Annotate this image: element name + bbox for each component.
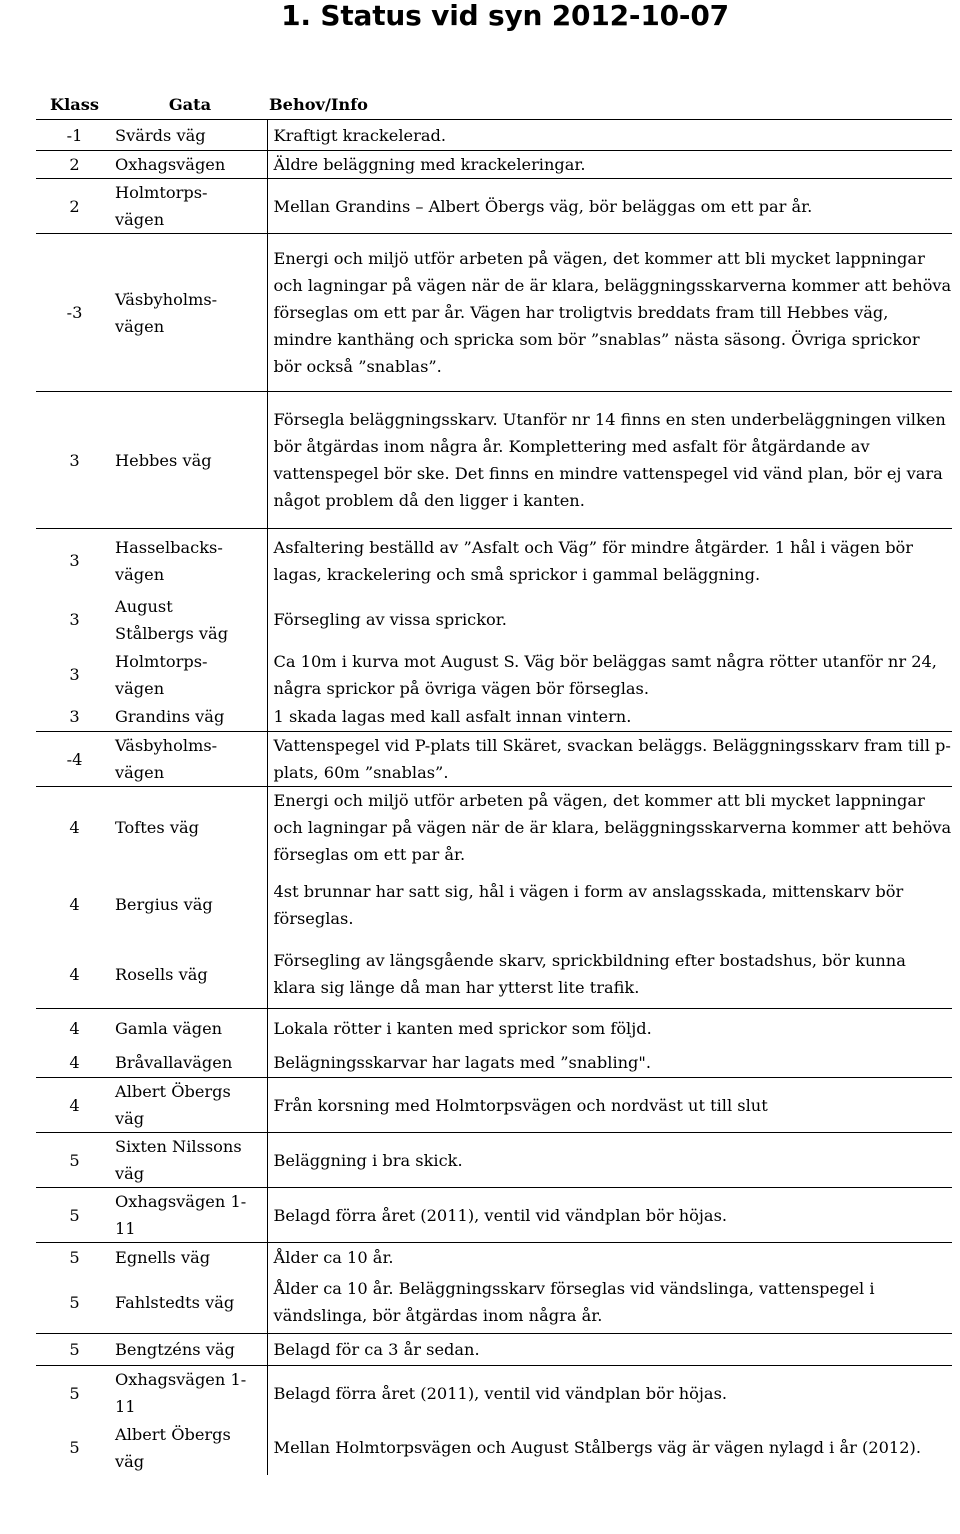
cell-klass: 5 xyxy=(36,1133,113,1188)
cell-klass: 5 xyxy=(69,1438,80,1457)
header-gata: Gata xyxy=(113,89,267,120)
page-title: 1. Status vid syn 2012-10-07 xyxy=(281,0,729,32)
cell-klass: 3 xyxy=(36,703,113,732)
cell-klass: 4 xyxy=(36,1078,113,1133)
cell-info: Mellan Holmtorpsvägen och August Stålbergs väg är vägen nylagd i år (2012). xyxy=(273,1438,921,1457)
table-row xyxy=(36,120,952,151)
cell-klass: 3 xyxy=(36,392,113,529)
header-behov: Behov/Info xyxy=(267,89,952,120)
table-row xyxy=(36,1133,952,1188)
cell-info: Energi och miljö utför arbeten på vägen, det kommer att bli mycket lappningar och lagningar på vägen när de är klara, beläggningsskarverna kommer att behöva förseglas om ett par år. Vägen har troligtvis breddats fram till Hebbes väg, mindre kanthäng och spricka som bör ”snablas” nästa säsong. Övriga sprickor bör också ”snablas”. xyxy=(267,234,952,392)
table-row xyxy=(36,1188,952,1243)
cell-info: Försegla beläggningsskarv. Utanför nr 14 finns en sten underbeläggningen vilken bör åtgärdas inom några år. Komplettering med asfalt för åtgärdande av vattenspegel bör ske. Det finns en mindre vattenspegel vid vänd plan, bör ej vara något problem då den ligger i kanten. xyxy=(267,392,952,529)
cell-gata: August Stålbergs väg xyxy=(113,593,267,647)
cell-klass: 4 xyxy=(36,941,113,1009)
cell-info: Vattenspegel vid P-plats till Skäret, svackan beläggs. Beläggningsskarv fram till p-plats, 60m ”snablas”. xyxy=(267,732,952,787)
cell-klass: 5 xyxy=(36,1188,113,1243)
cell-gata: Holmtorps- vägen xyxy=(113,179,267,234)
cell-gata: Toftes väg xyxy=(113,787,267,869)
table-row xyxy=(36,703,952,732)
cell-info: Belagd för ca 3 år sedan. xyxy=(267,1334,952,1366)
cell-gata: Oxhagsvägen 1- 11 xyxy=(113,1188,267,1243)
cell-info: Försegling av längsgående skarv, sprickbildning efter bostadshus, bör kunna klara sig länge då man har ytterst lite trafik. xyxy=(267,941,952,1009)
cell-info: Belägningsskarvar har lagats med ”snabling". xyxy=(267,1048,952,1078)
cell-klass: 2 xyxy=(36,151,113,179)
cell-klass: 4 xyxy=(69,895,80,914)
cell-info: 4st brunnar har satt sig, hål i vägen i form av anslagsskada, mittenskarv bör förseglas. xyxy=(273,881,904,928)
table-row xyxy=(36,1366,952,1421)
table-row xyxy=(36,1078,952,1133)
status-table xyxy=(36,89,952,1475)
table-row xyxy=(36,151,952,179)
table-row xyxy=(36,1272,952,1334)
cell-gata: Albert Öbergs väg xyxy=(113,1078,267,1133)
cell-gata: Väsbyholms- vägen xyxy=(113,732,267,787)
cell-info: Från korsning med Holmtorpsvägen och nordväst ut till slut xyxy=(267,1078,952,1133)
cell-gata: Väsbyholms- vägen xyxy=(113,234,267,392)
table-row xyxy=(36,1334,952,1366)
cell-gata: Hasselbacks- vägen xyxy=(113,529,267,593)
cell-info: Asfaltering beställd av ”Asfalt och Väg” för mindre åtgärder. 1 hål i vägen bör lagas, krackelering och små sprickor i gammal beläggning. xyxy=(273,537,914,584)
cell-info: Belagd förra året (2011), ventil vid vändplan bör höjas. xyxy=(267,1188,952,1243)
table-row xyxy=(36,234,952,392)
table-row xyxy=(36,392,952,529)
cell-gata: Albert Öbergs väg xyxy=(113,1420,267,1475)
cell-info: Mellan Grandins – Albert Öbergs väg, bör beläggas om ett par år. xyxy=(267,179,952,234)
table-row xyxy=(36,179,952,234)
cell-info: Ca 10m i kurva mot August S. Väg bör beläggas samt några rötter utanför nr 24, några sprickor på övriga vägen bör förseglas. xyxy=(273,651,937,698)
cell-info: Kraftigt krackelerad. xyxy=(267,120,952,151)
cell-klass: 3 xyxy=(69,551,80,571)
cell-klass: 4 xyxy=(69,1018,80,1038)
cell-klass: 4 xyxy=(36,1048,113,1078)
cell-gata: Egnells väg xyxy=(113,1243,267,1272)
cell-gata: Oxhagsvägen xyxy=(113,151,267,179)
table-row xyxy=(36,529,952,593)
cell-gata: Fahlstedts väg xyxy=(113,1272,267,1334)
cell-gata: Bergius väg xyxy=(113,869,267,941)
cell-info: Ålder ca 10 år. Beläggningsskarv förseglas vid vändslinga, vattenspegel i vändslinga, bör åtgärdas inom några år. xyxy=(267,1272,952,1334)
table-row xyxy=(36,1048,952,1078)
cell-klass: -1 xyxy=(36,120,113,151)
table-row xyxy=(36,593,952,647)
cell-klass: 5 xyxy=(69,1383,80,1403)
table-header-row xyxy=(36,89,952,120)
cell-klass: -4 xyxy=(36,732,113,787)
table-row xyxy=(36,1420,952,1475)
table-row xyxy=(36,647,952,703)
cell-gata: Grandins väg xyxy=(113,703,267,732)
cell-gata: Bengtzéns väg xyxy=(113,1334,267,1366)
cell-info: Äldre beläggning med krackeleringar. xyxy=(267,151,952,179)
cell-info: Försegling av vissa sprickor. xyxy=(273,610,507,629)
cell-gata: Oxhagsvägen 1- 11 xyxy=(113,1366,267,1421)
cell-klass: 5 xyxy=(36,1334,113,1366)
cell-gata: Svärds väg xyxy=(113,120,267,151)
cell-gata: Hebbes väg xyxy=(113,392,267,529)
cell-info: Lokala rötter i kanten med sprickor som följd. xyxy=(273,1018,652,1038)
cell-info: 1 skada lagas med kall asfalt innan vintern. xyxy=(267,703,952,732)
cell-gata: Sixten Nilssons väg xyxy=(113,1133,267,1188)
cell-gata: Gamla vägen xyxy=(113,1009,267,1048)
table-row xyxy=(36,941,952,1009)
cell-klass: 4 xyxy=(69,818,80,838)
cell-klass: 5 xyxy=(36,1272,113,1334)
cell-klass: 5 xyxy=(69,1247,80,1267)
cell-gata: Holmtorps- vägen xyxy=(113,647,267,703)
table-row xyxy=(36,1009,952,1048)
cell-gata: Rosells väg xyxy=(113,941,267,1009)
header-klass: Klass xyxy=(36,89,113,120)
cell-info: Belagd förra året (2011), ventil vid vändplan bör höjas. xyxy=(273,1383,728,1403)
cell-klass: 2 xyxy=(36,179,113,234)
table-row xyxy=(36,869,952,941)
cell-info: Energi och miljö utför arbeten på vägen, det kommer att bli mycket lappningar och lagningar på vägen när de är klara, beläggningsskarverna kommer att behöva förseglas om ett par år. xyxy=(273,791,952,865)
cell-gata: Bråvallavägen xyxy=(113,1048,267,1078)
cell-info: Beläggning i bra skick. xyxy=(267,1133,952,1188)
cell-klass: -3 xyxy=(36,234,113,392)
table-row xyxy=(36,1243,952,1272)
table-row xyxy=(36,787,952,869)
cell-klass: 3 xyxy=(69,665,80,684)
cell-info: Ålder ca 10 år. xyxy=(273,1247,394,1267)
cell-klass: 3 xyxy=(69,610,80,629)
table-row xyxy=(36,732,952,787)
